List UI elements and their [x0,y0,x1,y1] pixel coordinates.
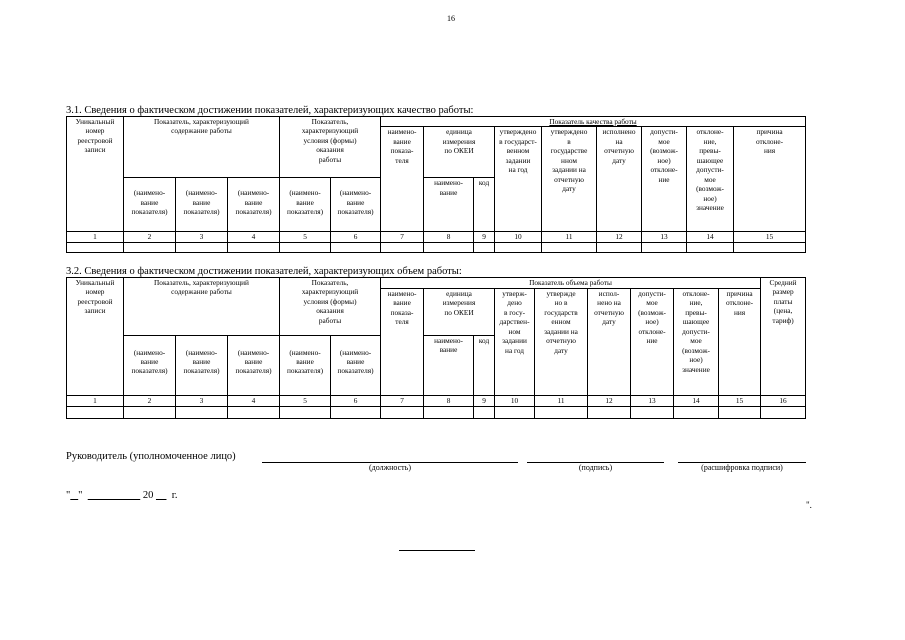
header-content-name-2: (наимено- вание показателя) [176,335,228,395]
column-number-row [67,232,806,242]
table-cell[interactable] [474,406,495,418]
table-cell[interactable] [280,242,331,252]
header-approved-year: утверждено в государст- венном задании на год [495,127,542,232]
table-cell[interactable] [535,406,588,418]
header-allowed-deviation: допусти- мое (возмож- ное) отклоне- ние [642,127,687,232]
header-approved-year: утверж- дено в госу- дарствен- ном задании на год [495,288,535,395]
column-number: 14 [674,395,719,406]
header-indicator-group: Показатель объема работы [381,278,761,289]
date-month-field[interactable] [88,490,141,501]
header-indicator-group: Показатель качества работы [381,117,806,127]
header-content-name-1: (наимено- вание показателя) [124,335,176,395]
header-unit-group: единица измерения по ОКЕИ [424,127,495,178]
column-number: 7 [381,395,424,406]
table-cell[interactable] [67,242,124,252]
column-number: 5 [280,395,331,406]
table-cell[interactable] [331,406,381,418]
table-cell[interactable] [228,242,280,252]
date-open-quote: " [66,490,71,501]
table-cell[interactable] [381,406,424,418]
header-content-group: Показатель, характеризующий содержание работы [124,278,280,336]
column-number: 4 [228,395,280,406]
header-unit-code: код [474,335,495,395]
column-number: 2 [124,395,176,406]
column-number: 13 [631,395,674,406]
closing-quote: ". [806,500,812,510]
date-day-field[interactable] [70,490,78,501]
volume-indicators-table [66,277,806,419]
column-number: 12 [588,395,631,406]
column-number: 1 [67,232,124,242]
table-cell[interactable] [642,242,687,252]
table-cell[interactable] [687,242,734,252]
header-indicator-name: наимено- вание показа- теля [381,288,424,395]
signature-caption: (подпись) [578,463,613,472]
date-line [66,490,177,501]
column-number: 6 [331,395,381,406]
header-condition-name-2: (наимено- вание показателя) [331,335,381,395]
decipher-caption: (расшифровка подписи) [701,463,783,472]
table-cell[interactable] [495,406,535,418]
page-number: 16 [447,14,455,23]
header-content-name-2: (наимено- вание показателя) [176,178,228,232]
header-exceeding-deviation: отклоне- ние, превы- шающее допусти- мое (возмож- ное) значение [674,288,719,395]
column-number-row [67,395,806,406]
table-cell[interactable] [331,242,381,252]
column-number: 16 [761,395,806,406]
header-indicator-name: наимено- вание показа- теля [381,127,424,232]
column-number: 6 [331,232,381,242]
table-cell[interactable] [588,406,631,418]
header-content-group: Показатель, характеризующий содержание работы [124,117,280,178]
header-content-name-3: (наимено- вание показателя) [228,335,280,395]
column-number: 4 [228,232,280,242]
table-cell[interactable] [280,406,331,418]
column-number: 12 [597,232,642,242]
header-condition-name-1: (наимено- вание показателя) [280,178,331,232]
header-unit-name: наимено- вание [424,178,474,232]
column-number: 10 [495,232,542,242]
header-executed: исполнено на отчетную дату [597,127,642,232]
header-unit-group: единица измерения по ОКЕИ [424,288,495,335]
column-number: 2 [124,232,176,242]
table-cell[interactable] [381,242,424,252]
column-number: 9 [474,232,495,242]
column-number: 7 [381,232,424,242]
table-cell[interactable] [124,242,176,252]
table-cell[interactable] [495,242,542,252]
header-reason: причина отклоне- ния [719,288,761,395]
table-cell[interactable] [474,242,495,252]
table-cell[interactable] [67,406,124,418]
section-3-2-title: 3.2. Сведения о фактическом достижении показателей, характеризующих объем работы: [66,266,462,277]
table-row [67,406,806,418]
column-number: 14 [687,232,734,242]
column-number: 3 [176,395,228,406]
table-cell[interactable] [176,406,228,418]
column-number: 11 [535,395,588,406]
column-number: 5 [280,232,331,242]
header-unique-record: Уникальный номер реестровой записи [67,117,124,232]
header-executed: испол- нено на отчетную дату [588,288,631,395]
date-suffix: г. [171,490,178,501]
header-unit-code: код [474,178,495,232]
table-cell[interactable] [674,406,719,418]
date-year-prefix: 20 [142,490,154,501]
header-allowed-deviation: допусти- мое (возмож- ное) отклоне- ние [631,288,674,395]
table-cell[interactable] [176,242,228,252]
column-number: 3 [176,232,228,242]
column-number: 8 [424,395,474,406]
table-cell[interactable] [597,242,642,252]
signatory-label: Руководитель (уполномоченное лицо) [66,451,236,462]
header-reason: причина отклоне- ния [734,127,806,232]
column-number: 11 [542,232,597,242]
quality-indicators-table [66,116,806,253]
header-condition-name-2: (наимено- вание показателя) [331,178,381,232]
table-row [67,242,806,252]
header-exceeding-deviation: отклоне- ние, превы- шающее допусти- мое (возмож- ное) значение [687,127,734,232]
table-cell[interactable] [631,406,674,418]
position-caption: (должность) [369,463,411,472]
column-number: 13 [642,232,687,242]
column-number: 8 [424,232,474,242]
header-unique-record: Уникальный номер реестровой записи [67,278,124,396]
date-year-field[interactable] [156,490,167,501]
column-number: 10 [495,395,535,406]
section-3-1-title: 3.1. Сведения о фактическом достижении показателей, характеризующих качество работы: [66,105,474,116]
table-cell[interactable] [734,242,806,252]
table-cell[interactable] [542,242,597,252]
header-conditions-group: Показатель, характеризующий условия (формы) оказания работы [280,117,381,178]
header-average-fee: Средний размер платы (цена, тариф) [761,278,806,396]
header-conditions-group: Показатель, характеризующий условия (формы) оказания работы [280,278,381,336]
footnote-separator [399,550,475,551]
table-cell[interactable] [424,406,474,418]
table-cell[interactable] [228,406,280,418]
table-cell[interactable] [124,406,176,418]
table-cell[interactable] [719,406,761,418]
column-number: 15 [719,395,761,406]
column-number: 15 [734,232,806,242]
table-cell[interactable] [761,406,806,418]
header-approved-date: утверждено в государстве нном задании на отчетную дату [542,127,597,232]
header-content-name-1: (наимено- вание показателя) [124,178,176,232]
table-cell[interactable] [424,242,474,252]
date-close-quote: " [78,490,83,501]
header-condition-name-1: (наимено- вание показателя) [280,335,331,395]
column-number: 1 [67,395,124,406]
header-unit-name: наимено- вание [424,335,474,395]
header-content-name-3: (наимено- вание показателя) [228,178,280,232]
column-number: 9 [474,395,495,406]
header-approved-date: утвержде но в государств енном задании на отчетную дату [535,288,588,395]
